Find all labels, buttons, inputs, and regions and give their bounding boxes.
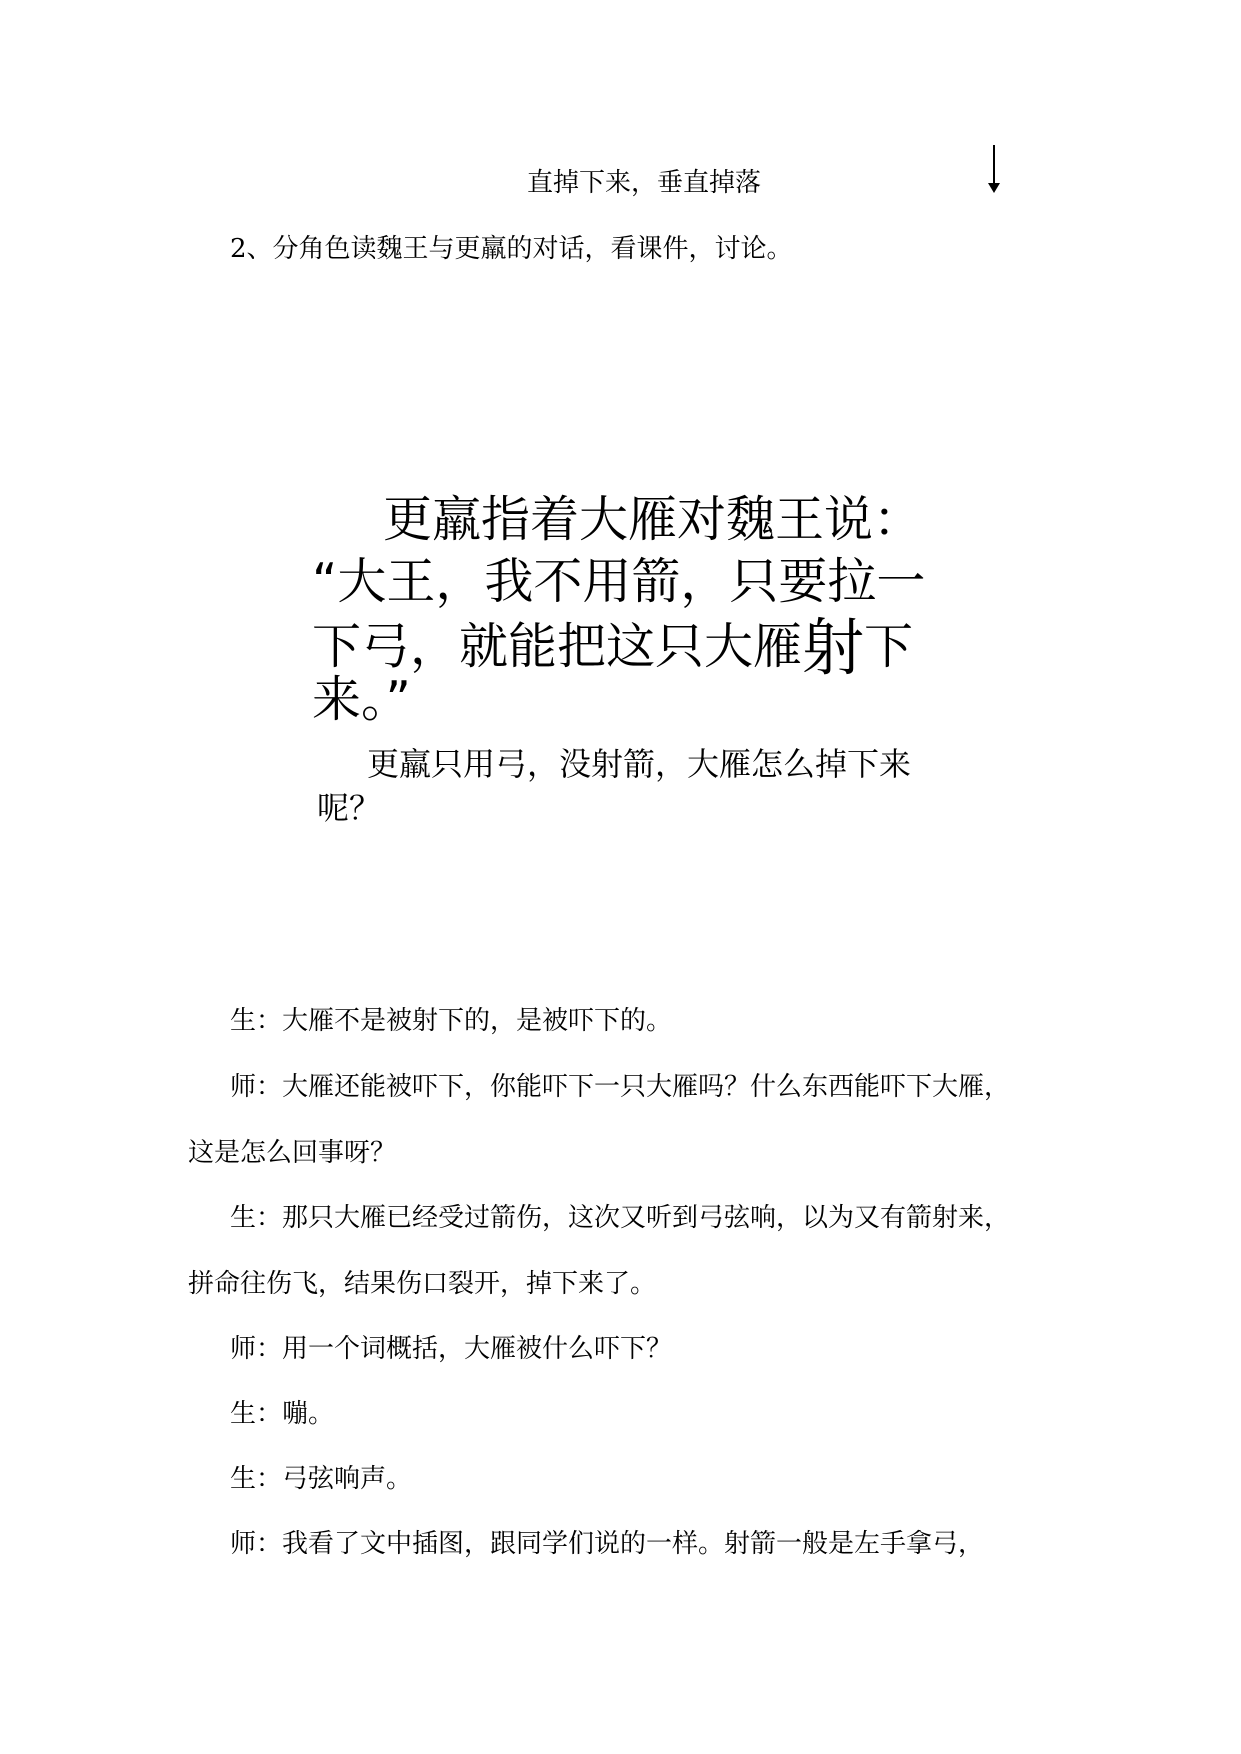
slide-line-2: “大王，我不用箭，只要拉一 bbox=[312, 553, 926, 610]
slide-line-3-part-1: 下弓，就能把这只大雁 bbox=[312, 618, 803, 675]
slide-line-1: 更羸指着大雁对魏王说： bbox=[383, 491, 923, 548]
slide-question-1: 更羸只用弓，没射箭，大雁怎么掉下来 bbox=[367, 745, 912, 783]
slide-line-4: 来。” bbox=[312, 671, 411, 728]
slide-emphasis-she: 射 bbox=[802, 611, 865, 684]
dialogue-line: 师：用一个词概括，大雁被什么吓下？ bbox=[230, 1334, 673, 1364]
slide-line-3-part-2: 下 bbox=[864, 618, 914, 675]
dialogue-line: 生：嘣。 bbox=[230, 1399, 335, 1429]
dialogue-line: 生：弓弦响声。 bbox=[230, 1464, 413, 1494]
slide-line-3 bbox=[312, 611, 914, 684]
slide-question-2: 呢？ bbox=[317, 789, 382, 827]
dialogue-line: 生：那只大雁已经受过箭伤，这次又听到弓弦响，以为又有箭射来， bbox=[230, 1203, 1011, 1233]
instruction-text: 2、分角色读魏王与更羸的对话，看课件，讨论。 bbox=[230, 234, 793, 264]
top-phrase: 直掉下来，垂直掉落 bbox=[527, 168, 762, 198]
dialogue-line: 师：我看了文中插图，跟同学们说的一样。射箭一般是左手拿弓， bbox=[230, 1529, 985, 1559]
dialogue-line: 师：大雁还能被吓下，你能吓下一只大雁吗？什么东西能吓下大雁， bbox=[230, 1072, 1011, 1102]
dialogue-line: 拼命往伤飞，结果伤口裂开，掉下来了。 bbox=[188, 1269, 657, 1299]
dialogue-line: 生：大雁不是被射下的，是被吓下的。 bbox=[230, 1006, 673, 1036]
dialogue-line: 这是怎么回事呀？ bbox=[188, 1138, 397, 1168]
